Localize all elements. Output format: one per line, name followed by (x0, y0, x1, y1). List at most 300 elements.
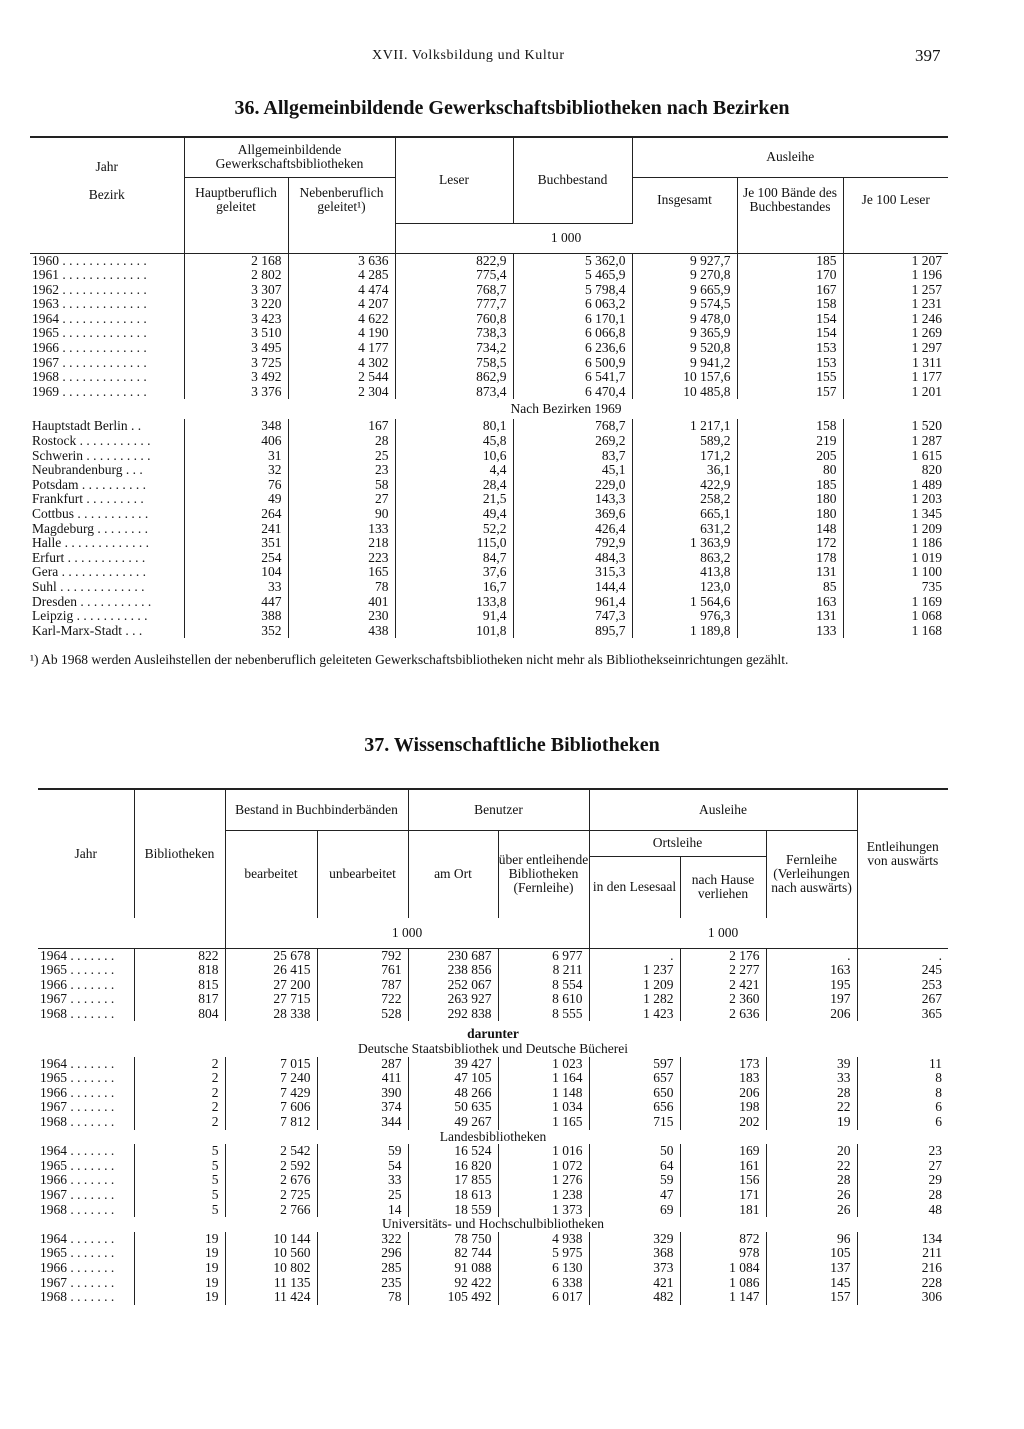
leser-cell: 777,7 (395, 297, 513, 312)
table-row (30, 463, 948, 478)
nebenberuflich-cell: 58 (288, 478, 395, 493)
je100-leser-cell: 1 177 (843, 370, 948, 385)
leser-cell: 758,5 (395, 356, 513, 371)
col-header-entleihungen: Entleihungen von auswärts (857, 789, 948, 918)
nebenberuflich-cell: 165 (288, 565, 395, 580)
am-ort-cell: 16 524 (408, 1144, 498, 1159)
buchbestand-cell: 792,9 (513, 536, 632, 551)
unbearbeitet-cell: 287 (317, 1057, 408, 1072)
ueber-entleihende-cell: 5 975 (498, 1246, 589, 1261)
je100-baende-cell: 205 (737, 449, 843, 464)
bearbeitet-cell: 27 200 (225, 978, 317, 993)
table-row (30, 326, 948, 341)
hauptberuflich-cell: 3 510 (184, 326, 288, 341)
lesesaal-cell: 69 (589, 1203, 680, 1218)
je100-leser-cell: 1 257 (843, 283, 948, 298)
nebenberuflich-cell: 3 636 (288, 253, 395, 268)
row-label: Schwerin . . . . . . . . . . (32, 448, 151, 463)
hauptberuflich-cell: 49 (184, 492, 288, 507)
lesesaal-cell: 650 (589, 1086, 680, 1101)
entleihungen-cell: 267 (857, 992, 948, 1007)
unbearbeitet-cell: 296 (317, 1246, 408, 1261)
insgesamt-cell: 1 564,6 (632, 595, 737, 610)
insgesamt-cell: 9 520,8 (632, 341, 737, 356)
leser-cell: 4,4 (395, 463, 513, 478)
nach-hause-cell: 206 (680, 1086, 766, 1101)
row-label: 1965 . . . . . . . (40, 1071, 115, 1086)
section-heading: Nach Bezirken 1969 (510, 401, 622, 417)
table-row (30, 624, 948, 639)
je100-baende-cell: 157 (737, 385, 843, 400)
table-row (30, 551, 948, 566)
table-row (38, 1007, 948, 1022)
bearbeitet-cell: 11 135 (225, 1276, 317, 1291)
table-row (30, 492, 948, 507)
fernleihe-cell: . (766, 948, 857, 963)
bearbeitet-cell: 2 725 (225, 1188, 317, 1203)
table-row (30, 449, 948, 464)
entleihungen-cell: 28 (857, 1188, 948, 1203)
table-row (30, 283, 948, 298)
entleihungen-cell: 48 (857, 1203, 948, 1218)
row-label: 1966 . . . . . . . (40, 1173, 115, 1188)
insgesamt-cell: 422,9 (632, 478, 737, 493)
lesesaal-cell: 50 (589, 1144, 680, 1159)
row-label: 1966 . . . . . . . (40, 1085, 115, 1100)
ueber-entleihende-cell: 6 338 (498, 1276, 589, 1291)
bibliotheken-cell: 19 (134, 1232, 225, 1247)
bibliotheken-cell: 815 (134, 978, 225, 993)
unbearbeitet-cell: 285 (317, 1261, 408, 1276)
col-header-fernleihe: Fernleihe (Verleihungen nach auswärts) (766, 830, 857, 918)
fernleihe-cell: 206 (766, 1007, 857, 1022)
am-ort-cell: 49 267 (408, 1115, 498, 1130)
unbearbeitet-cell: 25 (317, 1188, 408, 1203)
table-row (30, 609, 948, 624)
table-row (30, 434, 948, 449)
table-row (38, 978, 948, 993)
table-row (38, 963, 948, 978)
buchbestand-cell: 6 470,4 (513, 385, 632, 400)
footnote: ¹) Ab 1968 werden Ausleihstellen der nebenberuflich geleiteten Gewerkschaftsbibliotheken nicht mehr als Bibliothekseinrichtungen gezählt. (30, 652, 789, 667)
bearbeitet-cell: 10 802 (225, 1261, 317, 1276)
table-row (30, 253, 948, 268)
nach-hause-cell: 2 360 (680, 992, 766, 1007)
row-label: Neubrandenburg . . . (32, 463, 143, 478)
insgesamt-cell: 10 485,8 (632, 385, 737, 400)
ueber-entleihende-cell: 6 130 (498, 1261, 589, 1276)
ueber-entleihende-cell: 8 555 (498, 1007, 589, 1022)
hauptberuflich-cell: 31 (184, 449, 288, 464)
table-row (38, 1290, 948, 1305)
insgesamt-cell: 1 363,9 (632, 536, 737, 551)
buchbestand-cell: 6 066,8 (513, 326, 632, 341)
fernleihe-cell: 195 (766, 978, 857, 993)
nebenberuflich-cell: 4 285 (288, 268, 395, 283)
fernleihe-cell: 197 (766, 992, 857, 1007)
leser-cell: 734,2 (395, 341, 513, 356)
unbearbeitet-cell: 59 (317, 1144, 408, 1159)
row-label: 1961 . . . . . . . . . . . . . (32, 268, 147, 283)
table-row (30, 341, 948, 356)
fernleihe-cell: 28 (766, 1173, 857, 1188)
nebenberuflich-cell: 133 (288, 522, 395, 537)
ueber-entleihende-cell: 1 238 (498, 1188, 589, 1203)
nach-hause-cell: 161 (680, 1159, 766, 1174)
entleihungen-cell: 306 (857, 1290, 948, 1305)
bearbeitet-cell: 7 240 (225, 1071, 317, 1086)
hauptberuflich-cell: 3 423 (184, 312, 288, 327)
unbearbeitet-cell: 722 (317, 992, 408, 1007)
leser-cell: 37,6 (395, 565, 513, 580)
buchbestand-cell: 961,4 (513, 595, 632, 610)
lesesaal-cell: 59 (589, 1173, 680, 1188)
nach-hause-cell: 183 (680, 1071, 766, 1086)
row-label: 1968 . . . . . . . (40, 1290, 115, 1305)
ueber-entleihende-cell: 8 211 (498, 963, 589, 978)
nebenberuflich-cell: 25 (288, 449, 395, 464)
table-row (38, 1100, 948, 1115)
bearbeitet-cell: 10 144 (225, 1232, 317, 1247)
leser-cell: 768,7 (395, 283, 513, 298)
nebenberuflich-cell: 28 (288, 434, 395, 449)
nach-hause-cell: 872 (680, 1232, 766, 1247)
je100-baende-cell: 148 (737, 522, 843, 537)
je100-baende-cell: 158 (737, 297, 843, 312)
nach-hause-cell: 181 (680, 1203, 766, 1218)
bibliotheken-cell: 2 (134, 1115, 225, 1130)
je100-baende-cell: 163 (737, 595, 843, 610)
nach-hause-cell: 2 277 (680, 963, 766, 978)
lesesaal-cell: 1 237 (589, 963, 680, 978)
hauptberuflich-cell: 3 725 (184, 356, 288, 371)
row-label: Hauptstadt Berlin . . (32, 419, 142, 434)
fernleihe-cell: 105 (766, 1246, 857, 1261)
je100-baende-cell: 153 (737, 356, 843, 371)
col-header-group: Allgemeinbildende Gewerkschaftsbibliotheken (184, 137, 395, 177)
bibliotheken-cell: 2 (134, 1086, 225, 1101)
ueber-entleihende-cell: 1 165 (498, 1115, 589, 1130)
unbearbeitet-cell: 33 (317, 1173, 408, 1188)
nebenberuflich-cell: 438 (288, 624, 395, 639)
je100-leser-cell: 1 019 (843, 551, 948, 566)
nach-hause-cell: 156 (680, 1173, 766, 1188)
fernleihe-cell: 22 (766, 1100, 857, 1115)
ueber-entleihende-cell: 1 148 (498, 1086, 589, 1101)
lesesaal-cell: 47 (589, 1188, 680, 1203)
table-row (38, 1159, 948, 1174)
row-label: 1967 . . . . . . . (40, 1188, 115, 1202)
nach-hause-cell: 169 (680, 1144, 766, 1159)
lesesaal-cell: 656 (589, 1100, 680, 1115)
col-header-je100-baende: Je 100 Bände des Buchbestandes (737, 177, 843, 223)
nach-hause-cell: 2 421 (680, 978, 766, 993)
table-row (30, 595, 948, 610)
buchbestand-cell: 369,6 (513, 507, 632, 522)
insgesamt-cell: 258,2 (632, 492, 737, 507)
table-row (30, 268, 948, 283)
row-label: 1960 . . . . . . . . . . . . . (32, 253, 147, 268)
unbearbeitet-cell: 235 (317, 1276, 408, 1291)
je100-baende-cell: 180 (737, 492, 843, 507)
je100-baende-cell: 131 (737, 565, 843, 580)
unbearbeitet-cell: 78 (317, 1290, 408, 1305)
table-row (30, 536, 948, 551)
fernleihe-cell: 33 (766, 1071, 857, 1086)
insgesamt-cell: 9 665,9 (632, 283, 737, 298)
nebenberuflich-cell: 27 (288, 492, 395, 507)
nebenberuflich-cell: 230 (288, 609, 395, 624)
row-label: Potsdam . . . . . . . . . . (32, 477, 147, 492)
bibliotheken-cell: 5 (134, 1173, 225, 1188)
nach-hause-cell: 198 (680, 1100, 766, 1115)
entleihungen-cell: 365 (857, 1007, 948, 1022)
entleihungen-cell: 11 (857, 1057, 948, 1072)
insgesamt-cell: 589,2 (632, 434, 737, 449)
table-row (30, 419, 948, 434)
je100-leser-cell: 1 269 (843, 326, 948, 341)
table-row (30, 297, 948, 312)
je100-leser-cell: 1 297 (843, 341, 948, 356)
ueber-entleihende-cell: 1 016 (498, 1144, 589, 1159)
row-label: 1964 . . . . . . . (40, 948, 115, 963)
hauptberuflich-cell: 348 (184, 419, 288, 434)
je100-baende-cell: 167 (737, 283, 843, 298)
je100-leser-cell: 1 345 (843, 507, 948, 522)
bibliotheken-cell: 817 (134, 992, 225, 1007)
hauptberuflich-cell: 447 (184, 595, 288, 610)
col-header-je100-leser: Je 100 Leser (843, 177, 948, 223)
je100-leser-cell: 1 287 (843, 434, 948, 449)
row-label: Dresden . . . . . . . . . . . (32, 594, 152, 609)
row-label: 1965 . . . . . . . . . . . . . (32, 326, 147, 341)
je100-baende-cell: 155 (737, 370, 843, 385)
insgesamt-cell: 9 927,7 (632, 253, 737, 268)
nach-hause-cell: 171 (680, 1188, 766, 1203)
lesesaal-cell: 1 209 (589, 978, 680, 993)
bearbeitet-cell: 27 715 (225, 992, 317, 1007)
group-subheading-row (38, 1042, 948, 1057)
bibliotheken-cell: 5 (134, 1188, 225, 1203)
col-header-bearbeitet: bearbeitet (225, 830, 317, 918)
ueber-entleihende-cell: 1 164 (498, 1071, 589, 1086)
am-ort-cell: 252 067 (408, 978, 498, 993)
table-36 (30, 136, 948, 638)
leser-cell: 760,8 (395, 312, 513, 327)
je100-leser-cell: 1 186 (843, 536, 948, 551)
ueber-entleihende-cell: 6 977 (498, 948, 589, 963)
nach-hause-cell: 1 147 (680, 1290, 766, 1305)
row-label: Frankfurt . . . . . . . . . (32, 492, 144, 507)
nebenberuflich-cell: 4 622 (288, 312, 395, 327)
fernleihe-cell: 157 (766, 1290, 857, 1305)
page-number: 397 (915, 46, 941, 65)
am-ort-cell: 92 422 (408, 1276, 498, 1291)
je100-baende-cell: 185 (737, 478, 843, 493)
lesesaal-cell: 715 (589, 1115, 680, 1130)
hauptberuflich-cell: 104 (184, 565, 288, 580)
bibliotheken-cell: 804 (134, 1007, 225, 1022)
insgesamt-cell: 1 217,1 (632, 419, 737, 434)
je100-baende-cell: 154 (737, 312, 843, 327)
col-header-ortsleihe: Ortsleihe (589, 830, 766, 856)
insgesamt-cell: 863,2 (632, 551, 737, 566)
nebenberuflich-cell: 4 177 (288, 341, 395, 356)
col-header-benutzer: Benutzer (408, 789, 589, 830)
ueber-entleihende-cell: 1 276 (498, 1173, 589, 1188)
col-header-am-ort: am Ort (408, 830, 498, 918)
col-header-lesesaal: in den Lesesaal (589, 856, 680, 918)
row-label: 1968 . . . . . . . (40, 1115, 115, 1130)
row-label: 1966 . . . . . . . (40, 977, 115, 992)
am-ort-cell: 91 088 (408, 1261, 498, 1276)
ueber-entleihende-cell: 1 034 (498, 1100, 589, 1115)
ueber-entleihende-cell: 8 554 (498, 978, 589, 993)
leser-cell: 775,4 (395, 268, 513, 283)
row-label: Magdeburg . . . . . . . . (32, 521, 148, 536)
buchbestand-cell: 6 063,2 (513, 297, 632, 312)
unbearbeitet-cell: 761 (317, 963, 408, 978)
insgesamt-cell: 10 157,6 (632, 370, 737, 385)
leser-cell: 91,4 (395, 609, 513, 624)
entleihungen-cell: 29 (857, 1173, 948, 1188)
ueber-entleihende-cell: 8 610 (498, 992, 589, 1007)
chapter-title: XVII. Volksbildung und Kultur (372, 48, 565, 63)
bearbeitet-cell: 25 678 (225, 948, 317, 963)
je100-baende-cell: 158 (737, 419, 843, 434)
group-heading: darunter (467, 1026, 519, 1042)
nebenberuflich-cell: 23 (288, 463, 395, 478)
row-label: Karl-Marx-Stadt . . . (32, 623, 143, 638)
hauptberuflich-cell: 3 495 (184, 341, 288, 356)
group-subheading-row (38, 1130, 948, 1145)
je100-leser-cell: 1 489 (843, 478, 948, 493)
row-label: 1965 . . . . . . . (40, 1246, 115, 1261)
hauptberuflich-cell: 352 (184, 624, 288, 639)
entleihungen-cell: . (857, 948, 948, 963)
je100-leser-cell: 1 231 (843, 297, 948, 312)
am-ort-cell: 238 856 (408, 963, 498, 978)
bibliotheken-cell: 19 (134, 1290, 225, 1305)
table-row (38, 1057, 948, 1072)
am-ort-cell: 18 559 (408, 1203, 498, 1218)
buchbestand-cell: 484,3 (513, 551, 632, 566)
unbearbeitet-cell: 344 (317, 1115, 408, 1130)
leser-cell: 16,7 (395, 580, 513, 595)
hauptberuflich-cell: 2 802 (184, 268, 288, 283)
row-label: 1963 . . . . . . . . . . . . . (32, 297, 147, 312)
nebenberuflich-cell: 4 302 (288, 356, 395, 371)
row-label: 1967 . . . . . . . (40, 1275, 115, 1290)
insgesamt-cell: 9 270,8 (632, 268, 737, 283)
am-ort-cell: 78 750 (408, 1232, 498, 1247)
buchbestand-cell: 426,4 (513, 522, 632, 537)
hauptberuflich-cell: 351 (184, 536, 288, 551)
row-label: 1967 . . . . . . . . . . . . . (32, 355, 147, 370)
insgesamt-cell: 1 189,8 (632, 624, 737, 639)
buchbestand-cell: 768,7 (513, 419, 632, 434)
je100-baende-cell: 178 (737, 551, 843, 566)
entleihungen-cell: 27 (857, 1159, 948, 1174)
entleihungen-cell: 228 (857, 1276, 948, 1291)
nebenberuflich-cell: 78 (288, 580, 395, 595)
ueber-entleihende-cell: 6 017 (498, 1290, 589, 1305)
buchbestand-cell: 315,3 (513, 565, 632, 580)
fernleihe-cell: 26 (766, 1188, 857, 1203)
unbearbeitet-cell: 390 (317, 1086, 408, 1101)
entleihungen-cell: 23 (857, 1144, 948, 1159)
table-row (30, 565, 948, 580)
fernleihe-cell: 28 (766, 1086, 857, 1101)
insgesamt-cell: 171,2 (632, 449, 737, 464)
row-label: 1967 . . . . . . . (40, 992, 115, 1007)
row-label: 1967 . . . . . . . (40, 1100, 115, 1115)
row-label: 1966 . . . . . . . . . . . . . (32, 341, 147, 356)
nebenberuflich-cell: 4 207 (288, 297, 395, 312)
hauptberuflich-cell: 241 (184, 522, 288, 537)
buchbestand-cell: 895,7 (513, 624, 632, 639)
row-label: 1965 . . . . . . . (40, 963, 115, 978)
am-ort-cell: 47 105 (408, 1071, 498, 1086)
table-row (30, 370, 948, 385)
je100-leser-cell: 820 (843, 463, 948, 478)
lesesaal-cell: 421 (589, 1276, 680, 1291)
insgesamt-cell: 413,8 (632, 565, 737, 580)
row-label: 1964 . . . . . . . . . . . . . (32, 311, 147, 326)
row-label: 1964 . . . . . . . (40, 1231, 115, 1246)
buchbestand-cell: 144,4 (513, 580, 632, 595)
buchbestand-cell: 5 465,9 (513, 268, 632, 283)
am-ort-cell: 48 266 (408, 1086, 498, 1101)
nebenberuflich-cell: 4 190 (288, 326, 395, 341)
je100-leser-cell: 1 246 (843, 312, 948, 327)
col-header-jahr-bezirk (30, 137, 184, 223)
am-ort-cell: 263 927 (408, 992, 498, 1007)
unbearbeitet-cell: 322 (317, 1232, 408, 1247)
bearbeitet-cell: 7 429 (225, 1086, 317, 1101)
buchbestand-cell: 747,3 (513, 609, 632, 624)
buchbestand-cell: 143,3 (513, 492, 632, 507)
col-header-leser: Leser (395, 137, 513, 223)
lesesaal-cell: 368 (589, 1246, 680, 1261)
je100-leser-cell: 1 209 (843, 522, 948, 537)
table-row (38, 1232, 948, 1247)
buchbestand-cell: 6 541,7 (513, 370, 632, 385)
leser-cell: 84,7 (395, 551, 513, 566)
col-header-unbearbeitet: unbearbeitet (317, 830, 408, 918)
row-label: 1966 . . . . . . . (40, 1260, 115, 1275)
hauptberuflich-cell: 2 168 (184, 253, 288, 268)
entleihungen-cell: 211 (857, 1246, 948, 1261)
je100-baende-cell: 153 (737, 341, 843, 356)
hauptberuflich-cell: 33 (184, 580, 288, 595)
col-header-ueber-entleihende: über entleihende Bibliotheken (Fernleihe) (498, 830, 589, 918)
buchbestand-cell: 5 798,4 (513, 283, 632, 298)
je100-baende-cell: 180 (737, 507, 843, 522)
group-subheading: Landesbibliotheken (439, 1128, 547, 1144)
nebenberuflich-cell: 223 (288, 551, 395, 566)
col-header-jahr: Jahr (95, 158, 118, 174)
insgesamt-cell: 123,0 (632, 580, 737, 595)
fernleihe-cell: 20 (766, 1144, 857, 1159)
lesesaal-cell: . (589, 948, 680, 963)
fernleihe-cell: 22 (766, 1159, 857, 1174)
col-header-bibliotheken: Bibliotheken (134, 789, 225, 918)
buchbestand-cell: 269,2 (513, 434, 632, 449)
bibliotheken-cell: 2 (134, 1100, 225, 1115)
am-ort-cell: 50 635 (408, 1100, 498, 1115)
je100-baende-cell: 172 (737, 536, 843, 551)
